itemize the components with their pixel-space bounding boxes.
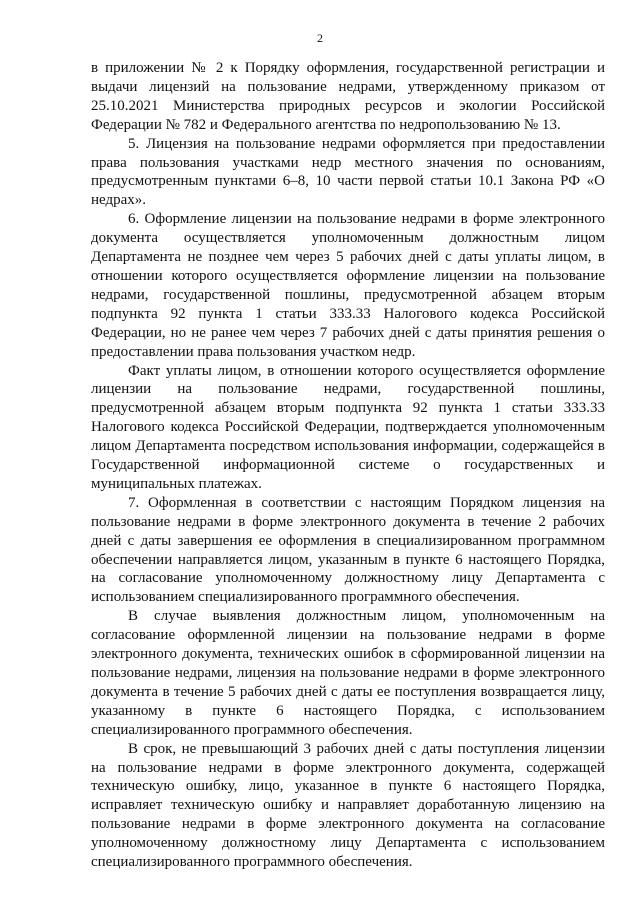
paragraph-item-6: 6. Оформление лицензии на пользование недрами в форме электронного документа осуществляется уполномоченным должностным лицом Департамента не позднее чем через 5 рабочих дней с даты уплаты лицом, в отношении которого осуществляется оформление лицензии на пользование недрами, государственной пошлины, предусмотренной абзацем вторым подпункта 92 пункта 1 статьи 333.33 Налогового кодекса Российской Федерации, но не ранее чем через 7 рабочих дней с даты принятия решения о предоставлении права пользования участком недр. <box>91 211 605 360</box>
paragraph-error-fix: В срок, не превышающий 3 рабочих дней с даты поступления лицензии на пользование недрами в форме электронного документа, содержащей техническую ошибку, лицо, указанное в пункте 6 настоящего Порядка, исправляет техническую ошибку и направляет доработанную лицензию на пользование недрами в форме электронного документа на согласование уполномоченному должностному лицу Департамента с использованием специализированного программного обеспечения. <box>91 740 605 871</box>
paragraph-error-return: В случае выявления должностным лицом, уполномоченным на согласование оформленной лицензии на пользование недрами в форме электронного документа, технических ошибок в сформированной лицензии на пользование недрами, лицензия на пользование недрами в форме электронного документа в течение 5 рабочих дней с даты ее поступления возвращается лицу, указанному в пункте 6 настоящего Порядка, с использованием специализированного программного обеспечения. <box>91 608 605 738</box>
document-body <box>91 59 605 872</box>
paragraph-item-7: 7. Оформленная в соответствии с настоящим Порядком лицензия на пользование недрами в форме электронного документа в течение 2 рабочих дней с даты завершения ее оформления в специализированном программном обеспечении направляется лицом, указанным в пункте 6 настоящего Порядка, на согласование уполномоченному должностному лицу Департамента с использованием специализированного программного обеспечения. <box>91 494 605 606</box>
paragraph-payment-fact: Факт уплаты лицом, в отношении которого осуществляется оформление лицензии на пользование недрами, государственной пошлины, предусмотренной абзацем вторым подпункта 92 пункта 1 статьи 333.33 Налогового кодекса Российской Федерации, подтверждается уполномоченным лицом Департамента посредством использования информации, содержащейся в Государственной информационной системе о государственных и муниципальных платежах. <box>91 362 605 492</box>
page-number: 2 <box>317 31 323 45</box>
paragraph-continuation: в приложении № 2 к Порядку оформления, государственной регистрации и выдачи лицензий на пользование недрами, утвержденному приказом от 25.10.2021 Министерства природных ресурсов и экологии Российской Федерации № 782 и Федерального агентства по недропользованию № 13. <box>91 60 605 133</box>
paragraph-item-5: 5. Лицензия на пользование недрами оформляется при предоставлении права пользования участками недр местного значения по основаниям, предусмотренным пунктами 6–8, 10 части первой статьи 10.1 Закона РФ «О недрах». <box>91 135 605 209</box>
